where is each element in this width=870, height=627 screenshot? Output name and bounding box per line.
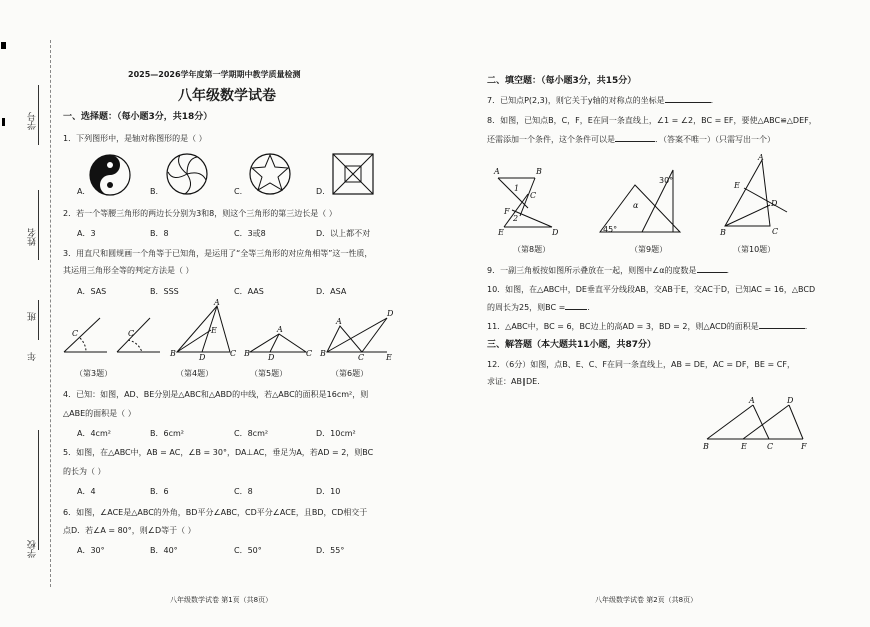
q1-stem: 1．下列图形中，是轴对称图形的是（ ） [63,134,207,143]
label-name: 姓名 [28,228,38,246]
svg-text:C: C [230,349,237,358]
svg-text:E: E [734,181,740,190]
svg-text:F: F [801,442,807,451]
q5-stem-line2: 的长为（ ） [63,467,106,476]
q12-stem-line1: 12．（6分）如图，点B、E、C、F在同一条直线上，AB = DE，AC = DF，BE = CF， [487,360,795,369]
caption-q4: （第4题） [176,369,214,378]
svg-text:1: 1 [514,184,520,193]
q9-blank [697,272,727,273]
q8-stem-line2 [487,135,775,145]
q3-stem-line1: 3．用直尺和圆规画一个角等于已知角，是运用了“全等三角形的对应角相等”这一性质， [63,249,373,258]
q11-stem: 11．△ABC中，BC = 6，BC边上的高AD = 3，BD = 2，则△ACD的面积是 . [487,322,808,331]
svg-text:B: B [703,442,709,451]
q11-text: 11．△ABC中，BC = 6，BC边上的高AD = 3，BD = 2，则△ACD的面积是 [487,322,759,331]
q9-text: 9．一副三角板按如图所示叠放在一起，则图中∠α的度数是 [487,266,697,275]
q8-blank [615,141,655,142]
q2-option-a: A．3 [77,229,96,238]
q1-label-b: B. [150,187,159,196]
q3-option-c: C．AAS [234,287,264,296]
svg-text:C: C [772,227,779,236]
svg-text:B: B [170,349,176,358]
q4-stem-line1: 4．已知：如图，AD、BE分别是△ABC和△ABD的中线，若△ABC的面积是16cm²，则 [63,390,369,399]
caption-q3: （第3题） [75,369,113,378]
svg-text:C: C [306,349,313,358]
q3-option-d: D．ASA [316,287,347,296]
q5-option-c: C．8 [234,487,253,496]
svg-text:D: D [771,199,778,208]
q4-option-d: D．10cm² [316,429,356,438]
caption-q10: （第10题） [733,245,776,254]
section1-title: 一、选择题：（每小题3分，共18分） [63,112,213,122]
q2-option-c: C．3或8 [234,229,266,238]
svg-text:2: 2 [513,214,519,223]
svg-text:E: E [498,228,504,237]
svg-text:A: A [214,298,220,307]
caption-q6: （第6题） [331,369,369,378]
svg-text:A: A [277,325,283,334]
q7-text: 7．已知点P(2,3)，则它关于y轴的对称点的坐标是 [487,96,665,105]
svg-text:C: C [128,329,135,338]
name-line [38,190,39,260]
q5-stem-line1: 5．如图，在△ABC中，AB = AC，∠B = 30°，DA⊥AC，垂足为A，若AD = 2，则BC [63,448,374,457]
q6-stem-line2: 点D．若∠A = 80°，则∠D等于（ ） [63,526,196,535]
q3-angle-figure-1 [64,318,107,352]
q6-option-c: C．50° [234,546,262,555]
page-title: 八年级数学试卷 [178,88,276,104]
q9-angle-45: 45° [603,225,618,234]
q6-option-d: D．55° [316,546,345,555]
caption-q5: （第5题） [250,369,288,378]
q2-stem: 2．若一个等腰三角形的两边长分别为3和8，则这个三角形的第三边长是（ ） [63,209,337,218]
svg-text:A: A [494,167,500,176]
svg-text:A: A [749,396,755,405]
svg-text:C: C [530,191,537,200]
q1-label-c: C. [234,187,243,196]
label-grade: 年 [28,352,38,361]
q10-stem-line1: 10．如图，在△ABC中，DE垂直平分线段AB，交AB于E，交AC于D，已知AC = 16，△BCD [487,285,816,294]
svg-text:D: D [552,228,559,237]
q8-figure [493,167,559,237]
square-pattern-icon [333,154,373,194]
q7-stem: 7．已知点P(2,3)，则它关于y轴的对称点的坐标是 . [487,96,714,105]
q5-triangle-figure [243,325,312,362]
svg-text:B: B [536,167,542,176]
q10-stem-line2: 的周长为25，则BC = . [487,303,590,312]
q8-q10-figures [490,150,820,240]
q10-text: 的周长为25，则BC = [487,303,566,312]
star-circle-icon [250,154,290,194]
svg-text:D: D [199,353,206,362]
q6-option-a: A．30° [77,546,105,555]
q4-option-b: B．6cm² [150,429,184,438]
svg-text:D: D [787,396,794,405]
q8-text: 还需添加一个条件，这个条件可以是 [487,135,615,144]
q3-option-a: A．SAS [77,287,107,296]
yin-yang-icon [90,155,130,195]
svg-text:A: A [336,317,342,326]
q9-angle-30: 30° [659,176,674,185]
svg-text:B: B [320,349,326,358]
q8-stem-line1: 8．如图，已知点B，C，F，E在同一条直线上，∠1 = ∠2，BC = EF，要使△ABC≌△DEF， [487,116,817,125]
svg-text:E: E [211,326,217,335]
label-class: 班 [28,312,38,321]
svg-text:E: E [386,353,392,362]
svg-text:F: F [504,207,510,216]
q2-option-d: D．以上都不对 [316,229,371,238]
svg-text:E: E [741,442,747,451]
q6-triangle-figure [319,309,394,362]
label-school: 学校 [28,540,38,558]
svg-text:B: B [244,349,250,358]
svg-text:α: α [633,201,639,210]
svg-text:C: C [72,329,79,338]
pinwheel-circle-icon [167,154,207,194]
q10-figure [719,153,787,237]
footer-left: 八年级数学试卷 第1页（共8页） [170,596,273,604]
q2-option-b: B．8 [150,229,169,238]
q8-note: ．（答案不唯一）（只需写出一个） [655,135,775,144]
q10-blank [565,309,587,310]
q9-stem: 9．一副三角板按如图所示叠放在一起，则图中∠α的度数是 . [487,266,730,275]
q12-stem-line2: 求证：AB∥DE. [487,377,540,386]
q5-option-d: D．10 [316,487,341,496]
section3-title: 三、解答题（本大题共11小题，共87分） [487,340,657,350]
section2-title: 二、填空题：（每小题3分，共15分） [487,76,637,86]
q4-option-a: A．4cm² [77,429,111,438]
scan-mark-mid [2,118,5,126]
exam-header-title: 2025—2026学年度第一学期期中教学质量检测 [128,70,301,79]
q5-option-b: B．6 [150,487,169,496]
q1-label-d: D. [316,187,325,196]
label-student-id: 学号 [28,112,38,130]
q7-blank [665,102,711,103]
svg-text:D: D [387,309,394,318]
school-line [38,430,39,550]
q6-stem-line1: 6．如图，∠ACE是△ABC的外角，BD平分∠ABC，CD平分∠ACE，且BD，CD相交于 [63,508,368,517]
svg-text:C: C [358,353,365,362]
q3-angle-figure-2 [117,318,160,352]
q4-triangle-figure [169,298,236,362]
scan-mark-top [1,42,6,49]
q6-option-b: B．40° [150,546,178,555]
q1-label-a: A. [77,187,85,196]
q3-q6-figures [62,300,402,360]
svg-text:B: B [720,228,726,237]
class-line [38,300,39,340]
q3-stem-line2: 其运用三角形全等的判定方法是（ ） [63,266,194,275]
q1-figures [70,150,430,200]
caption-q8: （第8题） [513,245,551,254]
q4-option-c: C．8cm² [234,429,269,438]
q12-figure [703,395,813,455]
binding-dashed-line [50,40,51,587]
q3-option-b: B．SSS [150,287,179,296]
caption-q9: （第9题） [630,245,668,254]
svg-text:C: C [767,442,774,451]
svg-text:D: D [268,353,275,362]
q11-blank [759,328,805,329]
svg-text:A: A [758,153,764,162]
footer-right: 八年级数学试卷 第2页（共8页） [595,596,698,604]
q5-option-a: A．4 [77,487,96,496]
q4-stem-line2: △ABE的面积是（ ） [63,409,136,418]
